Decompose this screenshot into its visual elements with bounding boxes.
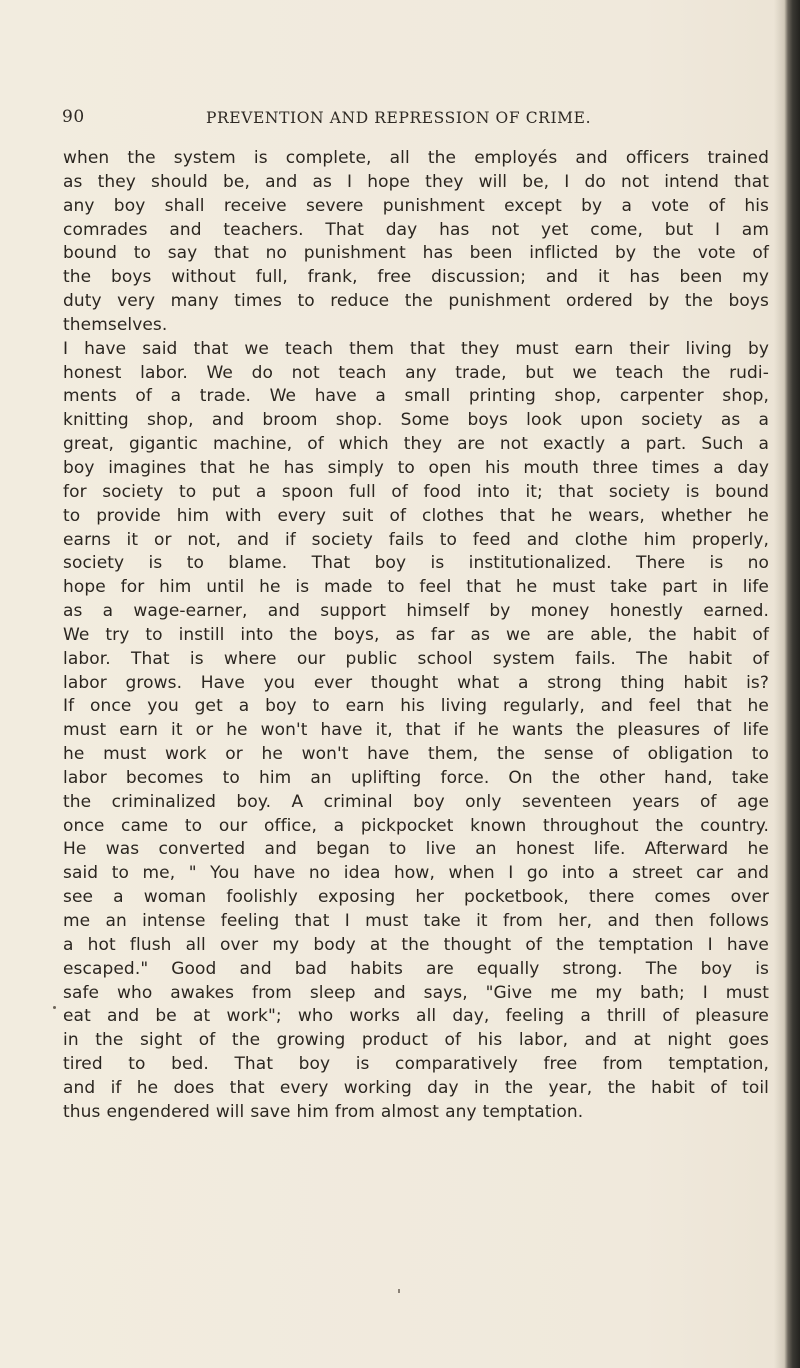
text-line: must earn it or he won't have it, that if he wants the pleasures of life — [63, 720, 769, 741]
page-number: 90 — [62, 107, 85, 127]
text-line: in the sight of the growing product of his labor, and at night goes — [63, 1030, 769, 1051]
text-line: for society to put a spoon full of food into it; that society is bound — [63, 481, 769, 502]
text-line: see a woman foolishly exposing her pocketbook, there comes over — [63, 887, 769, 908]
text-line: great, gigantic machine, of which they are not exactly a part. Such a — [63, 434, 769, 455]
text-line: as they should be, and as I hope they will be, I do not intend that — [63, 171, 769, 192]
text-line: thus engendered will save him from almost any temptation. — [63, 1101, 584, 1122]
text-line: themselves. — [63, 314, 168, 335]
text-line: a hot flush all over my body at the thought of the temptation I have — [63, 934, 769, 955]
text-line: and if he does that every working day in the year, the habit of toil — [63, 1077, 769, 1098]
text-line: labor grows. Have you ever thought what a strong thing habit is? — [63, 672, 769, 693]
text-line: safe who awakes from sleep and says, "Give me my bath; I must — [63, 982, 769, 1003]
text-line: honest labor. We do not teach any trade, but we teach the rudi- — [63, 362, 769, 383]
page-header — [62, 107, 782, 133]
text-line: society is to blame. That boy is institutionalized. There is no — [63, 553, 769, 574]
text-line: ments of a trade. We have a small printing shop, carpenter shop, — [63, 386, 769, 407]
text-line: comrades and teachers. That day has not yet come, but I am — [63, 219, 769, 240]
text-line: labor becomes to him an uplifting force. On the other hand, take — [63, 767, 769, 788]
text-line: to provide him with every suit of clothes that he wears, whether he — [63, 505, 769, 526]
text-line: the boys without full, frank, free discussion; and it has been my — [63, 267, 769, 288]
paper-speck — [398, 1289, 400, 1293]
text-line: tired to bed. That boy is comparatively free from temptation, — [63, 1054, 769, 1075]
text-line: when the system is complete, all the employés and officers trained — [63, 148, 769, 168]
text-line: hope for him until he is made to feel that he must take part in life — [63, 577, 769, 598]
text-line: boy imagines that he has simply to open his mouth three times a day — [63, 457, 769, 478]
text-line: the criminalized boy. A criminal boy only seventeen years of age — [63, 791, 769, 812]
text-line: I have said that we teach them that they must earn their living by — [63, 338, 769, 359]
text-line: knitting shop, and broom shop. Some boys look upon society as a — [63, 410, 769, 431]
text-line: labor. That is where our public school system fails. The habit of — [63, 648, 769, 669]
text-line: as a wage-earner, and support himself by money honestly earned. — [63, 601, 769, 622]
text-line: once came to our office, a pickpocket known throughout the country. — [63, 815, 769, 836]
text-line: bound to say that no punishment has been inflicted by the vote of — [63, 243, 769, 264]
text-line: said to me, " You have no idea how, when I go into a street car and — [63, 863, 769, 884]
book-edge — [784, 0, 800, 1368]
text-line: We try to instill into the boys, as far as we are able, the habit of — [63, 624, 769, 645]
body-text — [63, 147, 769, 1125]
text-line: any boy shall receive severe punishment except by a vote of his — [63, 195, 769, 216]
text-line: He was converted and began to live an honest life. Afterward he — [63, 839, 769, 860]
margin-mark — [53, 1006, 56, 1009]
text-line: earns it or not, and if society fails to feed and clothe him properly, — [63, 529, 769, 550]
text-line: If once you get a boy to earn his living regularly, and feel that he — [63, 696, 769, 717]
text-line: escaped." Good and bad habits are equally strong. The boy is — [63, 958, 769, 979]
text-line: me an intense feeling that I must take it from her, and then follows — [63, 911, 769, 931]
running-head: PREVENTION AND REPRESSION OF CRIME. — [206, 109, 592, 127]
page-gutter-shadow — [774, 0, 784, 1368]
text-line: he must work or he won't have them, the sense of obligation to — [63, 744, 769, 765]
text-line: duty very many times to reduce the punishment ordered by the boys — [63, 291, 769, 312]
text-line: eat and be at work"; who works all day, feeling a thrill of pleasure — [63, 1006, 769, 1027]
